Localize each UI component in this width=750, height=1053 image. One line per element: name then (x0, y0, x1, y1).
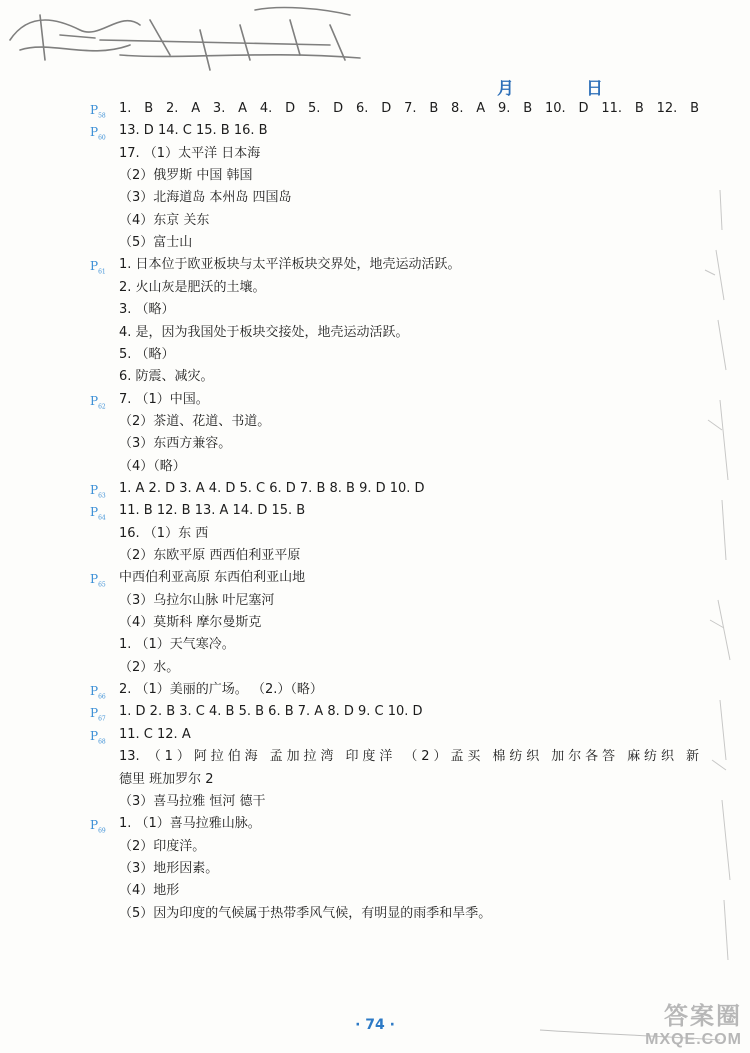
answer-text: 1. D 2. B 3. C 4. B 5. B 6. B 7. A 8. D 9. C 10. D (119, 704, 423, 720)
page-marker-number: 66 (98, 693, 106, 701)
answer-text: 4. 是，因为我国处于板块交接处，地壳运动活跃。 (119, 324, 409, 340)
answer-text: （2）俄罗斯 中国 韩国 (119, 168, 253, 184)
answer-text: 11. B 12. B 13. A 14. D 15. B (119, 503, 306, 519)
answer-text: 7. （1）中国。 (119, 391, 209, 407)
page-marker (90, 501, 106, 529)
answer-text: （3）乌拉尔山脉 叶尼塞河 (119, 592, 275, 608)
answer-text: （3）东西方兼容。 (119, 436, 232, 452)
answer-text: （2）茶道、花道、书道。 (119, 413, 271, 429)
answer-text: （5）富士山 (119, 235, 193, 251)
answer-text: 5. （略） (119, 346, 175, 362)
page-marker (90, 725, 106, 753)
page-marker-number: 60 (98, 134, 106, 142)
answer-text: 1. A 2. D 3. A 4. D 5. C 6. D 7. B 8. B 9. D 10. D (119, 480, 425, 496)
page-marker-letter: P (90, 393, 99, 408)
page-marker-letter: P (90, 505, 99, 520)
answer-text: 2. 火山灰是肥沃的土壤。 (119, 279, 266, 295)
answer-text: 2. （1）美丽的广场。 （2.）（略） (119, 682, 323, 698)
page-marker-number: 69 (98, 827, 106, 835)
answer-text: 13. （1）阿拉伯海 孟加拉湾 印度洋 （2）孟买 棉纺织 加尔各答 麻纺织 新 (119, 749, 699, 765)
page-marker-letter: P (90, 572, 99, 587)
answer-text: （4）莫斯科 摩尔曼斯克 (119, 615, 262, 631)
page-marker-number: 58 (98, 112, 106, 120)
page-marker (90, 121, 106, 149)
answer-text: （3）地形因素。 (119, 860, 219, 876)
page-marker (90, 390, 106, 418)
page-marker-number: 64 (98, 514, 106, 522)
page-marker-letter: P (90, 706, 99, 721)
answer-text: 1. B 2. A 3. A 4. D 5. D 6. D 7. B 8. A 9. B 10. D 11. B 12. B (119, 101, 699, 116)
page-marker (90, 255, 106, 283)
answer-text: （2）水。 (119, 659, 180, 675)
answer-text: 1. （1）天气寒冷。 (119, 637, 235, 653)
date-header (497, 74, 603, 99)
page-marker-letter: P (90, 482, 99, 497)
answer-text: 1. （1）喜马拉雅山脉。 (119, 816, 261, 832)
page-marker (90, 814, 106, 842)
answer-text: 中西伯利亚高原 东西伯利亚山地 (119, 570, 306, 586)
answer-text: 6. 防震、减灾。 (119, 369, 214, 385)
answer-text: （2）东欧平原 西西伯利亚平原 (119, 548, 301, 563)
answer-text: （3）北海道岛 本州岛 四国岛 (119, 190, 292, 206)
watermark-url: MXQE.COM (645, 1031, 742, 1048)
answer-text: 1. 日本位于欧亚板块与太平洋板块交界处，地壳运动活跃。 (119, 257, 461, 273)
answer-text: （4）东京 关东 (119, 212, 210, 228)
answer-text: 16. （1）东 西 (119, 525, 209, 541)
answer-text: 3. （略） (119, 302, 175, 318)
answer-text: 13. D 14. C 15. B 16. B (119, 123, 268, 139)
page-marker-number: 68 (98, 738, 106, 746)
answer-text: （4）地形 (119, 883, 180, 899)
answer-text: 德里 班加罗尔 2 (119, 771, 214, 787)
site-watermark (645, 996, 742, 1049)
page-marker (90, 568, 106, 596)
answer-text: （4）（略） (119, 458, 186, 474)
page-marker-letter: P (90, 125, 99, 140)
page-marker-number: 62 (98, 402, 106, 410)
page-marker-letter: P (90, 103, 99, 117)
page-marker-letter: P (90, 728, 99, 743)
answer-text: （2）印度洋。 (119, 838, 206, 854)
page-marker-number: 63 (98, 492, 106, 500)
answer-text: 17. （1）太平洋 日本海 (119, 145, 261, 161)
page-marker-number: 61 (98, 268, 106, 276)
month-label: 月 (497, 79, 514, 99)
page-marker-letter: P (90, 684, 99, 699)
day-label: 日 (586, 79, 603, 99)
answer-text: （3）喜马拉雅 恒河 德干 (119, 793, 266, 809)
answer-text: 11. C 12. A (119, 726, 191, 742)
page-marker-letter: P (90, 259, 99, 274)
page-marker-number: 67 (98, 715, 106, 723)
page-marker-letter: P (90, 818, 99, 833)
page-marker-number: 65 (98, 581, 106, 589)
watermark-logo: 答案圈 (664, 1003, 742, 1030)
answer-text: （5）因为印度的气候属于热带季风气候，有明显的雨季和旱季。 (119, 905, 492, 921)
page-number: · 74 · (355, 1017, 395, 1033)
